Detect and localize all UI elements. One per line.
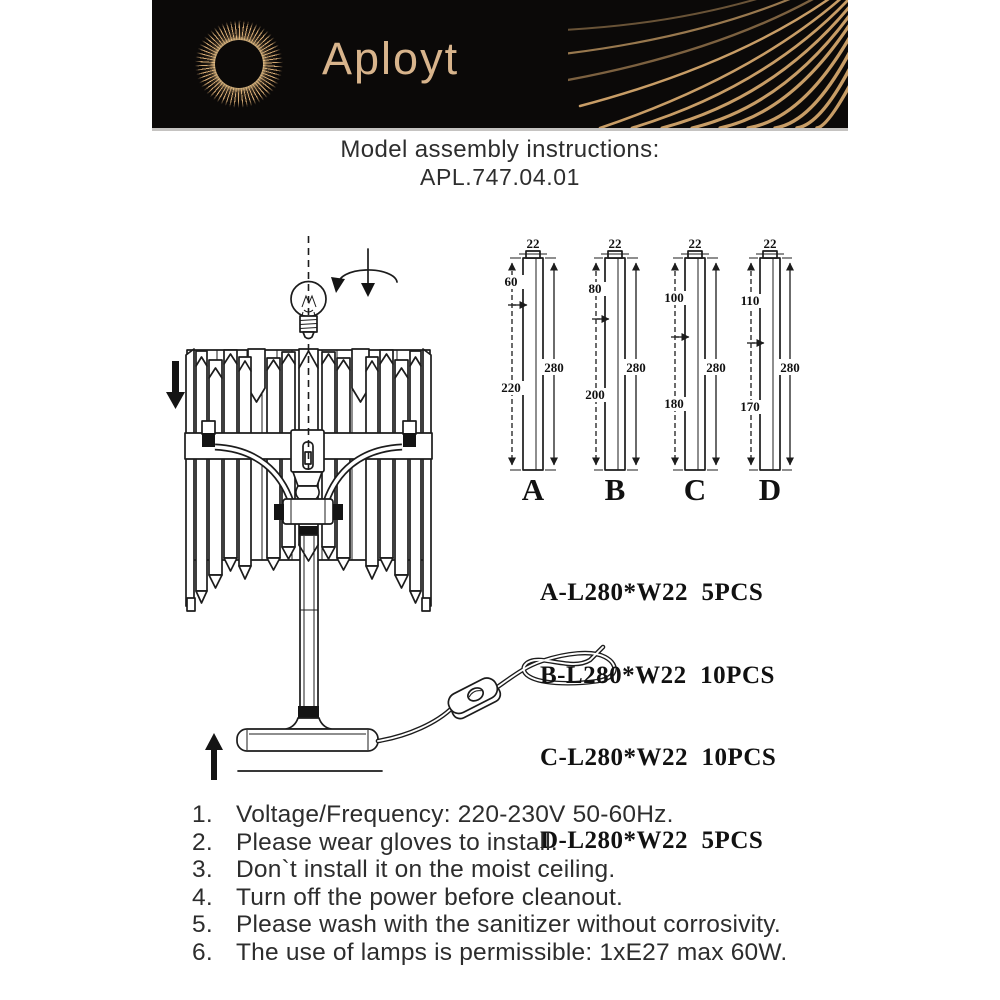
rotate-arrow-icon xyxy=(331,249,397,297)
dim-length-d: 280 xyxy=(780,360,800,375)
dim-length-b: 280 xyxy=(626,360,646,375)
instruction-number: 1. xyxy=(192,801,213,828)
page-title: Model assembly instructions: xyxy=(340,136,660,163)
dim-upper-b: 80 xyxy=(588,281,602,296)
crystal-label-b: B xyxy=(604,472,626,507)
crystal-diagram-c xyxy=(660,236,731,507)
ring-clip xyxy=(202,433,215,447)
lamp-base xyxy=(237,729,378,751)
model-number: APL.747.04.01 xyxy=(420,164,580,190)
crystal-label-c: C xyxy=(683,472,707,507)
brand-banner xyxy=(152,0,848,128)
parts-list-item: C-L280*W22 10PCS xyxy=(540,744,777,771)
dim-lower-a: 220 xyxy=(501,380,521,395)
brand-name: Aployt xyxy=(322,33,460,84)
instruction-row xyxy=(192,939,892,967)
dim-lower-b: 200 xyxy=(585,387,605,402)
parts-list-item: A-L280*W22 5PCS xyxy=(540,579,764,606)
crystal-diagram-a xyxy=(497,236,569,507)
dim-length-c: 280 xyxy=(706,360,726,375)
dim-width-b: 22 xyxy=(608,236,622,251)
instruction-text: Don`t install it on the moist ceiling. xyxy=(236,856,616,884)
dim-width-c: 22 xyxy=(688,236,702,251)
dim-lower-c: 180 xyxy=(664,396,684,411)
crystal-label-d: D xyxy=(758,472,782,507)
instruction-row xyxy=(192,826,892,857)
instruction-number: 5. xyxy=(192,911,213,939)
sunburst-logo-icon xyxy=(178,3,300,125)
instruction-row xyxy=(192,856,892,884)
dim-length-a: 280 xyxy=(544,360,564,375)
slide-down-arrow-icon xyxy=(166,361,185,409)
instructions-list xyxy=(192,801,892,967)
dim-upper-d: 110 xyxy=(740,293,760,308)
instruction-number: 2. xyxy=(192,828,213,856)
instruction-row xyxy=(192,801,892,829)
assembly-diagram xyxy=(0,230,1000,790)
corner-rays-decoration xyxy=(568,0,848,128)
dim-upper-a: 60 xyxy=(504,274,518,289)
parts-list-item: B-L280*W22 10PCS xyxy=(540,661,775,689)
ring-clip xyxy=(403,433,416,447)
dim-upper-c: 100 xyxy=(664,290,684,305)
instruction-number: 4. xyxy=(192,883,213,911)
instruction-text: Turn off the power before cleanout. xyxy=(236,883,623,911)
instruction-text: Please wear gloves to install. xyxy=(236,828,558,856)
instruction-number: 6. xyxy=(192,938,213,966)
crystal-label-a: A xyxy=(521,472,545,507)
push-up-arrow-icon xyxy=(205,733,223,780)
instruction-number: 3. xyxy=(192,856,213,884)
dim-width-d: 22 xyxy=(763,236,777,251)
lamp-stem-and-base xyxy=(237,535,382,771)
dim-lower-d: 170 xyxy=(740,399,760,414)
instruction-text: Voltage/Frequency: 220-230V 50-60Hz. xyxy=(236,801,674,828)
inline-switch xyxy=(445,675,503,722)
instruction-text: The use of lamps is permissible: 1xE27 max 60W. xyxy=(236,938,788,966)
instruction-text: Please wash with the sanitizer without corrosivity. xyxy=(236,911,781,939)
instruction-row xyxy=(192,884,892,912)
parts-list-item: D-L280*W22 5PCS xyxy=(540,826,764,854)
instruction-row xyxy=(192,911,892,939)
crystal-diagram-b xyxy=(581,236,651,507)
dim-width-a: 22 xyxy=(526,236,540,251)
crystal-diagram-d xyxy=(736,236,805,507)
